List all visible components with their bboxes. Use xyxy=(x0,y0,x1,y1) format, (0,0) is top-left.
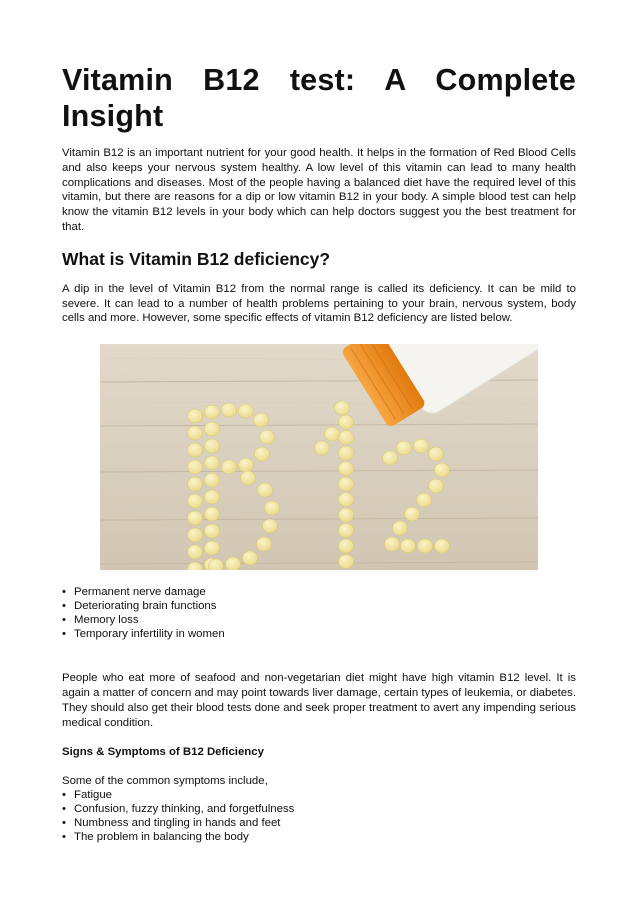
pill xyxy=(208,559,223,570)
pill xyxy=(334,401,349,415)
pill xyxy=(204,473,219,487)
pill xyxy=(259,430,274,444)
list-item: • Deteriorating brain functions xyxy=(62,599,576,613)
list-item: • The problem in balancing the body xyxy=(62,830,576,844)
intro-paragraph: Vitamin B12 is an important nutrient for your good health. It helps in the formation of Red Blood Cells and also keeps your nervous system healthy. A low level of this vitamin can lead to many health complications and diseases. Most of the people having a balanced diet have the required level of this vitamin, but there are reasons for a dip or low vitamin B12 in your body. A simple blood test can help know the vitamin B12 levels in your body which can help doctors suggest you the best treatment for that. xyxy=(62,147,576,233)
pill xyxy=(416,493,431,507)
pill xyxy=(204,507,219,521)
pill xyxy=(338,508,353,522)
section-heading-deficiency: What is Vitamin B12 deficiency? xyxy=(62,248,331,269)
pill xyxy=(187,494,202,508)
pill xyxy=(428,447,443,461)
pill xyxy=(382,451,397,465)
list-item: • Numbness and tingling in hands and feet xyxy=(62,816,576,830)
pill xyxy=(338,462,353,476)
b12-pills-photo xyxy=(100,344,538,570)
pill xyxy=(238,404,253,418)
document-page xyxy=(62,62,576,844)
pill xyxy=(396,441,411,455)
pill xyxy=(392,521,407,535)
symptoms-list xyxy=(62,788,576,844)
pill xyxy=(338,477,353,491)
symptoms-intro: Some of the common symptoms include, xyxy=(62,775,268,788)
pill xyxy=(204,405,219,419)
pill xyxy=(338,493,353,507)
pill xyxy=(434,539,449,553)
pill xyxy=(338,539,353,553)
pill xyxy=(204,422,219,436)
pill xyxy=(242,551,257,565)
pill xyxy=(187,409,202,423)
pill xyxy=(204,439,219,453)
pill xyxy=(338,415,353,429)
pill xyxy=(187,443,202,457)
pill xyxy=(257,483,272,497)
pill xyxy=(417,539,432,553)
pill xyxy=(400,539,415,553)
pill xyxy=(338,555,353,569)
pill xyxy=(238,458,253,472)
pill xyxy=(254,447,269,461)
pill xyxy=(187,460,202,474)
pill xyxy=(225,557,240,570)
symptoms-heading: Signs & Symptoms of B12 Deficiency xyxy=(62,746,264,759)
pill xyxy=(204,541,219,555)
page-title: Vitamin B12 test: A Complete Insight xyxy=(62,63,576,133)
pill xyxy=(434,463,449,477)
pill xyxy=(187,477,202,491)
pill xyxy=(221,460,236,474)
pill xyxy=(256,537,271,551)
pill xyxy=(240,471,255,485)
pill xyxy=(428,479,443,493)
pill xyxy=(262,519,277,533)
pill xyxy=(204,456,219,470)
pill xyxy=(314,441,329,455)
pill xyxy=(187,511,202,525)
pill xyxy=(264,501,279,515)
list-item: • Temporary infertility in women xyxy=(62,627,576,641)
pill xyxy=(384,537,399,551)
deficiency-paragraph: A dip in the level of Vitamin B12 from the normal range is called its deficiency. It can be mild to severe. It can lead to a number of health problems pertaining to your brain, nervous system, body cells and more. However, some specific effects of vitamin B12 deficiency are listed below. xyxy=(62,282,576,325)
pill xyxy=(204,524,219,538)
pill xyxy=(404,507,419,521)
pill xyxy=(221,403,236,417)
high-b12-paragraph: People who eat more of seafood and non-vegetarian diet might have high vitamin B12 level. It is again a matter of concern and may point towards liver damage, certain types of leukemia, or diabetes. They should also get their blood tests done and seek proper treatment to avert any impending serious medical condition. xyxy=(62,672,576,729)
pill xyxy=(187,545,202,559)
list-item: • Memory loss xyxy=(62,613,576,627)
pill xyxy=(413,439,428,453)
pill xyxy=(338,524,353,538)
list-item: • Permanent nerve damage xyxy=(62,585,576,599)
pill xyxy=(187,528,202,542)
pill xyxy=(338,446,353,460)
pill xyxy=(187,426,202,440)
pill xyxy=(253,413,268,427)
pill xyxy=(204,490,219,504)
list-item: • Confusion, fuzzy thinking, and forgetfulness xyxy=(62,802,576,816)
effects-list xyxy=(62,585,576,641)
list-item: • Fatigue xyxy=(62,788,576,802)
pill xyxy=(324,427,339,441)
pill xyxy=(338,431,353,445)
